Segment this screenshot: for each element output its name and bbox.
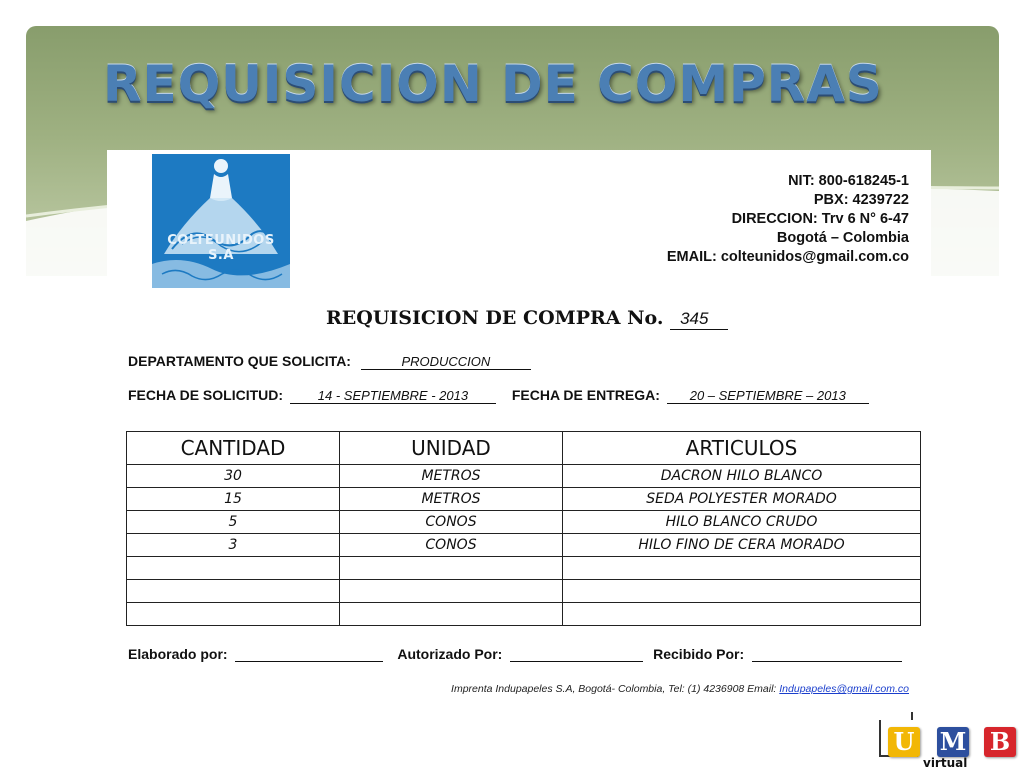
delivery-date-label: FECHA DE ENTREGA: [511,387,660,403]
table-row [127,534,921,557]
request-date-label: FECHA DE SOLICITUD: [128,387,284,403]
bride-figure-icon [152,154,290,288]
cell-articulo [563,603,921,626]
cell-cantidad: 5 [127,511,340,534]
cell-cantidad [127,557,340,580]
cell-articulo: HILO BLANCO CRUDO [563,511,921,534]
company-pbx: PBX: 4239722 [813,192,909,208]
requisition-title [326,307,728,330]
elaborado-signature-line [235,647,383,662]
department-label: DEPARTAMENTO QUE SOLICITA: [128,353,351,369]
cell-cantidad [127,580,340,603]
requisition-title-label: REQUISICION DE COMPRA No. [326,307,664,329]
cell-unidad: METROS [340,488,563,511]
table-header-row [127,432,921,465]
umb-letter-u: U [888,727,920,757]
delivery-date-value: 20 – SEPTIEMBRE – 2013 [667,388,869,404]
footer-email-link[interactable]: Indupapeles@gmail.com.co [779,683,909,695]
cell-unidad [340,603,563,626]
company-address: DIRECCION: Trv 6 N° 6-47 [731,211,909,227]
umb-letter-b: B [984,727,1016,757]
table-row [127,511,921,534]
cell-articulo: HILO FINO DE CERA MORADO [563,534,921,557]
autorizado-label: Autorizado Por: [397,646,503,662]
department-row [128,353,531,370]
umb-letter-m: M [937,727,969,757]
recibido-signature-line [752,647,902,662]
footer-text: Imprenta Indupapeles S.A, Bogotá- Colombia, Tel: (1) 4236908 Email: [451,683,777,695]
request-date-value: 14 - SEPTIEMBRE - 2013 [290,388,496,404]
company-info [667,172,909,267]
umb-virtual-logo [878,712,1024,768]
cell-cantidad: 3 [127,534,340,557]
cell-articulo [563,557,921,580]
cell-articulo [563,580,921,603]
autorizado-signature-line [510,647,643,662]
header-unidad: UNIDAD [340,432,563,465]
cell-unidad [340,557,563,580]
department-value: PRODUCCION [361,354,531,370]
table-row [127,557,921,580]
cell-articulo: SEDA POLYESTER MORADO [563,488,921,511]
cell-unidad: CONOS [340,534,563,557]
header-cantidad: CANTIDAD [127,432,340,465]
cell-unidad [340,580,563,603]
cell-cantidad: 30 [127,465,340,488]
cell-articulo: DACRON HILO BLANCO [563,465,921,488]
company-nit: NIT: 800-618245-1 [788,173,909,189]
items-table [126,431,921,626]
table-row [127,580,921,603]
table-row [127,603,921,626]
signature-row [128,646,902,662]
table-row [127,465,921,488]
requisition-number: 345 [670,309,728,330]
slide-title: REQUISICION DE COMPRAS [103,55,883,113]
logo-wordmark: COLTEUNIDOS S.A [167,233,275,263]
requisition-document [107,150,931,710]
umb-subtitle: virtual [923,756,968,770]
cell-cantidad [127,603,340,626]
company-email: EMAIL: colteunidos@gmail.com.co [666,249,909,265]
elaborado-label: Elaborado por: [128,646,228,662]
company-logo [152,154,290,288]
cell-unidad: CONOS [340,511,563,534]
table-row [127,488,921,511]
cell-unidad: METROS [340,465,563,488]
company-city: Bogotá – Colombia [776,230,909,246]
dates-row [128,387,869,404]
cell-cantidad: 15 [127,488,340,511]
printer-footer [451,683,909,695]
recibido-label: Recibido Por: [653,646,745,662]
header-articulos: ARTICULOS [563,432,921,465]
